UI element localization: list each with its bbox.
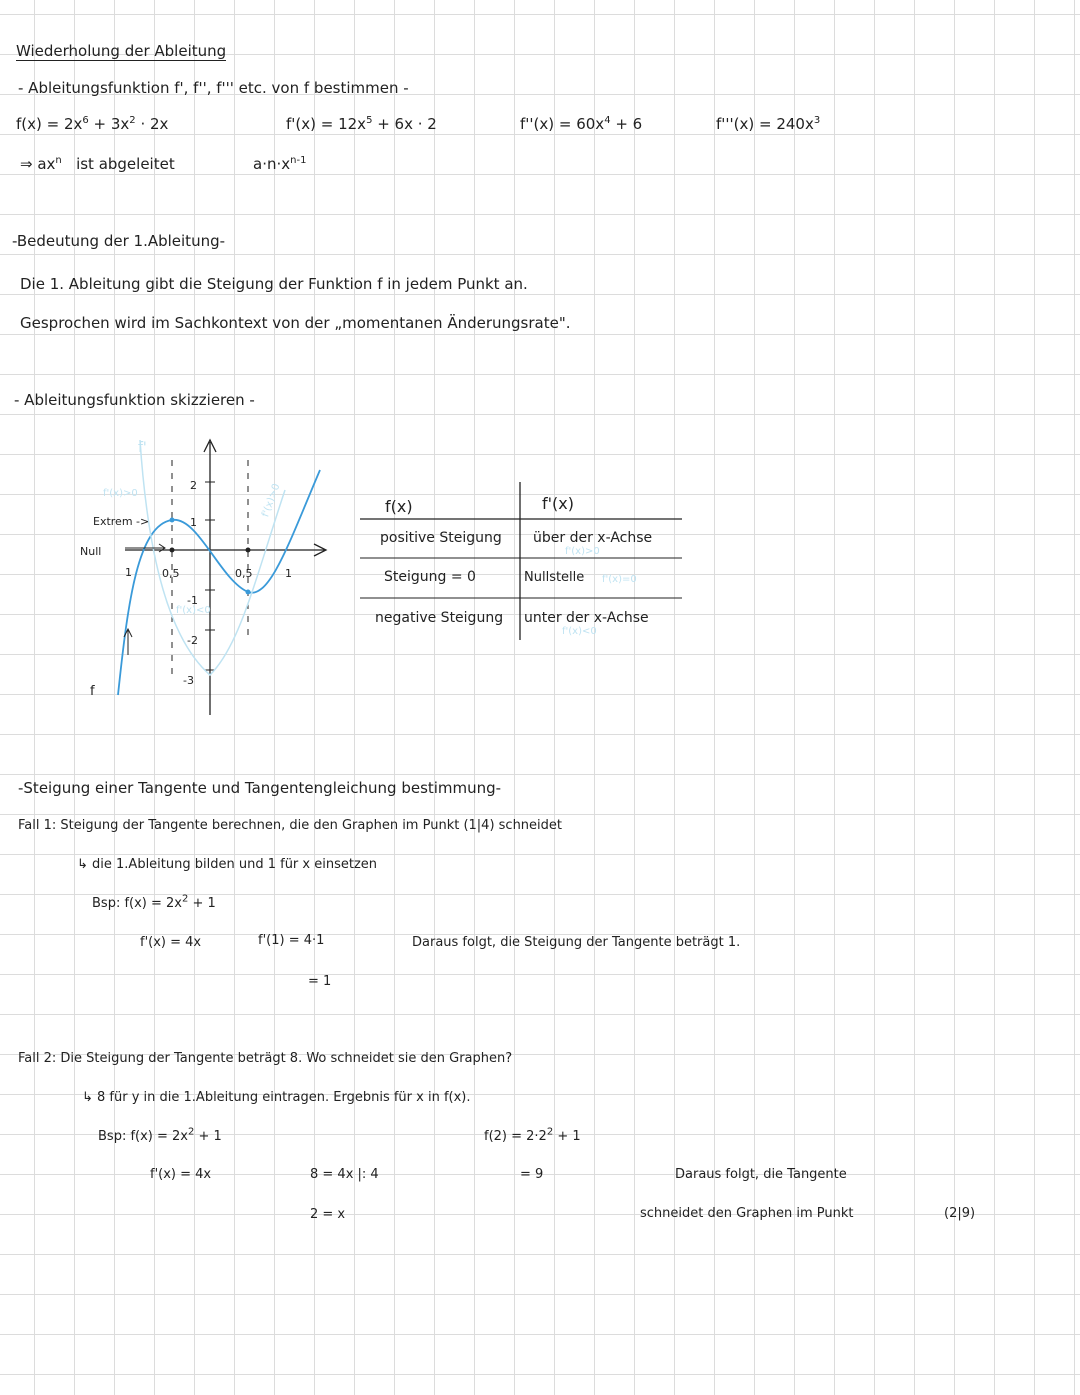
fall1-step: ↳ die 1.Ableitung bilden und 1 für x einsetzen xyxy=(77,857,378,872)
bsp2-f-result: = 9 xyxy=(520,1167,544,1182)
formula-f: $f(x) = 2x^6 + 3x^2 \cdot 2x$ xyxy=(16,115,169,133)
extremum-min xyxy=(246,590,251,595)
table-header-f-prime: f'(x) xyxy=(542,494,574,513)
tick-label-2: 2 xyxy=(190,479,197,492)
bsp1-formula: Bsp: $f(x) = 2x^2 + 1$ xyxy=(92,893,216,911)
text-bedeutung-2: Gesprochen wird im Sachkontext von der „momentanen Änderungsrate". xyxy=(20,314,571,332)
formula-f3: $f'''(x) = 240x^3$ xyxy=(716,115,821,133)
fall1-text: Fall 1: Steigung der Tangente berechnen, die den Graphen im Punkt (1|4) schneidet xyxy=(18,818,563,833)
bsp2-x-result: 2 = x xyxy=(310,1207,346,1222)
table-row1-left: positive Steigung xyxy=(380,530,502,546)
bsp1-derivative-at-1: f'(1) = 4·1 xyxy=(258,933,325,948)
table-row3-left: negative Steigung xyxy=(375,610,504,626)
bsp1-result: = 1 xyxy=(308,974,332,989)
table-row2-right: Nullstelle xyxy=(524,570,585,585)
label-null: Null xyxy=(80,545,102,558)
label-extrem: Extrem -> xyxy=(93,515,150,528)
curve-f-prime xyxy=(140,440,285,675)
bsp2-derivative: f'(x) = 4x xyxy=(150,1167,212,1182)
text-bedeutung-1: Die 1. Ableitung gibt die Steigung der Funktion f in jedem Punkt an. xyxy=(20,275,528,293)
bsp2-equation: 8 = 4x |: 4 xyxy=(310,1167,379,1182)
tick-label-1: 1 xyxy=(190,516,197,529)
tick-label-x1: 1 xyxy=(125,566,132,579)
tick-label-m2: -2 xyxy=(187,634,198,647)
tick-label-x05-left: 0,5 xyxy=(162,567,180,580)
table-header-f: f(x) xyxy=(385,497,413,516)
point-result: (2|9) xyxy=(944,1206,976,1221)
ghost-fprime-right: f'(x)>0 xyxy=(260,482,283,519)
formula-f2: $f''(x) = 60x^4 + 6$ xyxy=(520,115,643,133)
tick-label-m3: -3 xyxy=(183,674,194,687)
formula-f1: $f'(x) = 12x^5 + 6x \cdot 2$ xyxy=(286,115,437,133)
section-title-skizzieren: - Ableitungsfunktion skizzieren - xyxy=(14,391,255,409)
table-row2-left: Steigung = 0 xyxy=(384,569,476,585)
fall2-step: ↳ 8 für y in die 1.Ableitung eintragen. Ergebnis für x in f(x). xyxy=(82,1090,471,1105)
label-f: f xyxy=(90,684,95,699)
extremum-max xyxy=(170,518,175,523)
section-title-wiederholung: Wiederholung der Ableitung xyxy=(16,42,227,60)
rule-power: ⇒ $ax^n$ ist abgeleitet xyxy=(20,155,175,173)
bsp1-derivative: f'(x) = 4x xyxy=(140,935,202,950)
tick-label-x05-right: 0,5 xyxy=(235,567,253,580)
zero-right xyxy=(246,548,251,553)
table-row2-ghost: f'(x)=0 xyxy=(602,574,637,585)
table-row3-right: unter der x-Achse xyxy=(524,610,649,626)
subtitle-ableitungsfunktion: - Ableitungsfunktion f', f'', f''' etc. von f bestimmen - xyxy=(18,79,409,97)
rule-power-result: $a\cdot n\cdot x^{n-1}$ xyxy=(253,155,307,173)
section-title-tangente: -Steigung einer Tangente und Tangentengleichung bestimmung- xyxy=(18,779,502,797)
derivative-sketch xyxy=(70,430,350,730)
bsp2-f-at-2: $f(2) = 2\cdot 2^2 + 1$ xyxy=(484,1126,581,1144)
ghost-fprime-lt0: f'(x)<0 xyxy=(176,605,211,616)
fall2-text: Fall 2: Die Steigung der Tangente beträgt 8. Wo schneidet sie den Graphen? xyxy=(18,1051,513,1066)
conclusion-1: Daraus folgt, die Steigung der Tangente beträgt 1. xyxy=(412,935,741,950)
tick-label-x1-right: 1 xyxy=(285,567,292,580)
section-title-bedeutung: -Bedeutung der 1.Ableitung- xyxy=(12,232,226,250)
ghost-fprime-gt0: f'(x)>0 xyxy=(103,488,138,499)
label-f-prime-top: f' xyxy=(138,440,147,456)
table-row3-ghost: f'(x)<0 xyxy=(562,626,597,637)
zero-left xyxy=(170,548,175,553)
conclusion-2b: schneidet den Graphen im Punkt xyxy=(640,1206,854,1221)
conclusion-2a: Daraus folgt, die Tangente xyxy=(675,1167,847,1182)
table-row1-right: über der x-Achse xyxy=(533,530,653,546)
bsp2-formula: Bsp: $f(x) = 2x^2 + 1$ xyxy=(98,1126,222,1144)
tick-label-m1: -1 xyxy=(187,594,198,607)
table-row1-ghost: f'(x)>0 xyxy=(565,546,600,557)
